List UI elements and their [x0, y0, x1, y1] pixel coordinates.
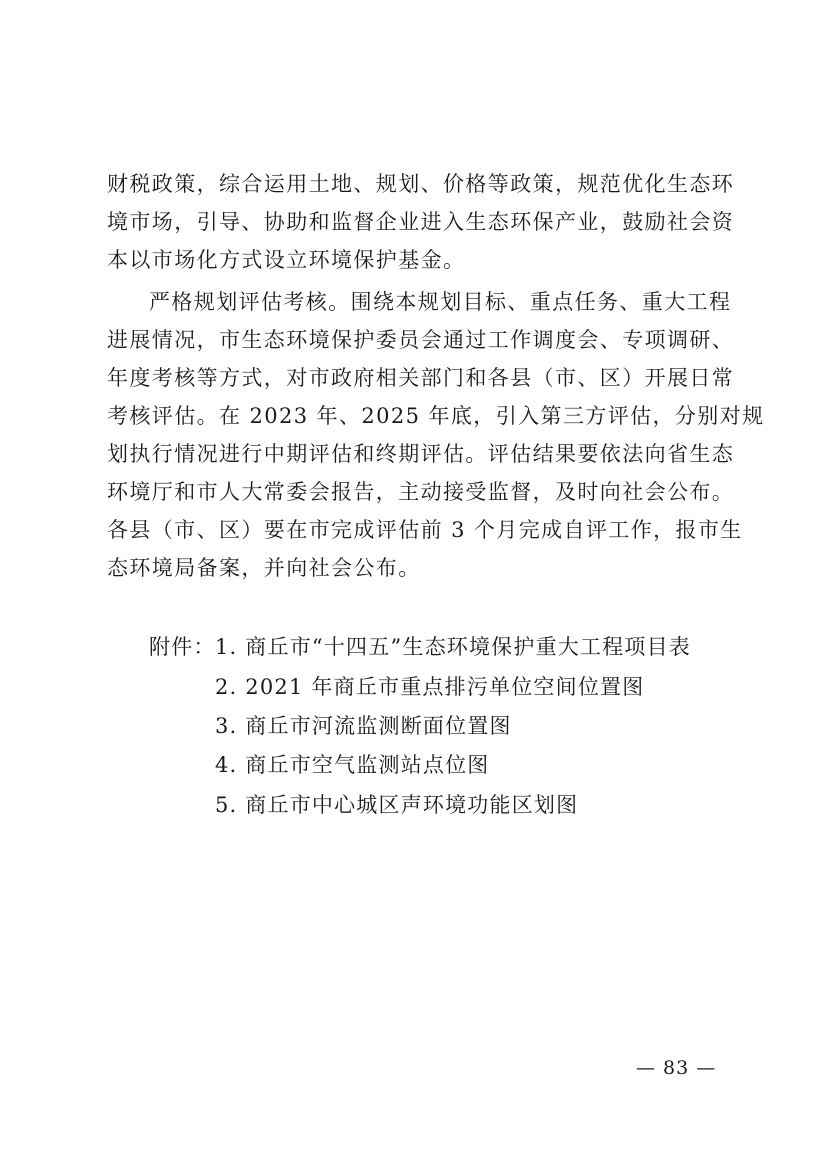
paragraph-1-line-3: 本以市场化方式设立环境保护基金。: [107, 248, 466, 272]
attachment-item-4: 4. 商丘市空气监测站点位图: [215, 753, 490, 777]
paragraph-2-line-8: 态环境局备案，并向社会公布。: [107, 556, 421, 580]
paragraph-2-line-7: 各县（市、区）要在市完成评估前 3 个月完成自评工作，报市生: [107, 518, 743, 542]
paragraph-2-line-5: 划执行情况进行中期评估和终期评估。评估结果要依法向省生态: [107, 442, 735, 466]
paragraph-2-line-2: 进展情况，市生态环境保护委员会通过工作调度会、专项调研、: [107, 328, 735, 352]
paragraph-2-line-1: 严格规划评估考核。围绕本规划目标、重点任务、重大工程: [149, 290, 732, 314]
attachment-item-2: 2. 2021 年商丘市重点排污单位空间位置图: [215, 675, 645, 699]
paragraph-2-line-4: 考核评估。在 2023 年、2025 年底，引入第三方评估，分别对规: [107, 404, 765, 428]
attachment-item-1: 1. 商丘市“十四五”生态环境保护重大工程项目表: [215, 635, 691, 659]
attachments-label: 附件：: [149, 635, 216, 659]
page-number: — 83 —: [636, 1057, 717, 1079]
paragraph-2-line-6: 环境厅和市人大常委会报告，主动接受监督，及时向社会公布。: [107, 480, 735, 504]
attachment-item-5: 5. 商丘市中心城区声环境功能区划图: [215, 793, 579, 817]
paragraph-1-line-1: 财税政策，综合运用土地、规划、价格等政策，规范优化生态环: [107, 172, 735, 196]
attachment-item-3: 3. 商丘市河流监测断面位置图: [215, 714, 512, 738]
paragraph-1-line-2: 境市场，引导、协助和监督企业进入生态环保产业，鼓励社会资: [107, 210, 735, 234]
paragraph-2-line-3: 年度考核等方式，对市政府相关部门和各县（市、区）开展日常: [107, 366, 735, 390]
